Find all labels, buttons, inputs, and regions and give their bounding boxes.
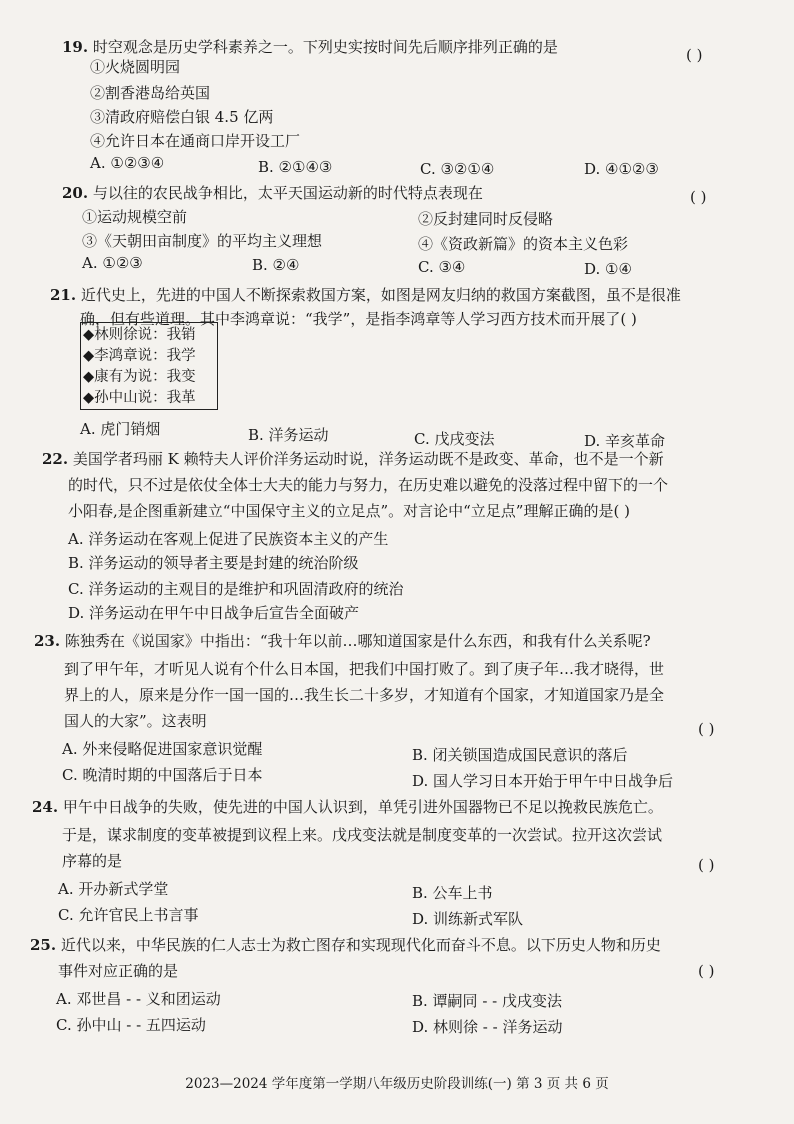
q25-option-a: A. 邓世昌 - - 义和团运动 <box>56 990 221 1008</box>
q19-stem: 时空观念是历史学科素养之一。下列史实按时间先后顺序排列正确的是 <box>92 38 558 56</box>
q25-option-b: B. 谭嗣同 - - 戊戌变法 <box>412 992 563 1010</box>
q21-stem-line-2: 确，但有些道理。其中李鸿章说：“我学”，是指李鸿章等人学习西方技术而开展了( ) <box>80 310 637 328</box>
q24-stem-1: 甲午中日战争的失败，使先进的中国人认识到，单凭引进外国器物已不足以挽救民族危亡。 <box>62 798 663 816</box>
q19-option-a: A. ①②③④ <box>90 154 165 172</box>
q21-box-row-1: ◆林则徐说：我销 <box>83 327 196 343</box>
q20-stem: 与以往的农民战争相比，太平天国运动新的时代特点表现在 <box>92 184 483 202</box>
q20-item-4: ④《资政新篇》的资本主义色彩 <box>418 235 629 253</box>
q23-number: 23. <box>34 632 61 650</box>
q24-stem-line-2: 于是，谋求制度的变革被提到议程上来。戊戌变法就是制度变革的一次尝试。拉开这次尝试 <box>62 826 663 844</box>
q21-box-row-2: ◆李鸿章说：我学 <box>83 348 196 364</box>
q21-stem-line-1 <box>50 284 681 305</box>
q23-stem-1: 陈独秀在《说国家》中指出：“我十年以前…哪知道国家是什么东西，和我有什么关系呢? <box>64 632 651 650</box>
q24-option-d: D. 训练新式军队 <box>412 910 524 928</box>
q21-option-c: C. 戊戌变法 <box>414 430 495 448</box>
q21-box-row-3: ◆康有为说：我变 <box>83 369 196 385</box>
q23-option-a: A. 外来侵略促进国家意识觉醒 <box>62 740 263 758</box>
q22-stem-line-3: 小阳春,是企图重新建立“中国保守主义的立足点”。对言论中“立足点”理解正确的是( ) <box>68 502 630 520</box>
q25-number: 25. <box>30 936 57 954</box>
q19-answer-paren: ( ) <box>686 46 703 64</box>
q23-stem-line-1 <box>34 630 651 651</box>
q23-stem-line-3: 界上的人，原来是分作一国一国的…我生长二十多岁，才知道有个国家，才知道国家乃是全 <box>64 686 665 704</box>
q23-stem-line-4: 国人的大家”。这表明 <box>64 712 207 730</box>
q20-option-b: B. ②④ <box>252 256 300 274</box>
q19-option-c: C. ③②①④ <box>420 160 495 178</box>
q22-number: 22. <box>42 450 69 468</box>
q20-answer-paren: ( ) <box>690 188 707 206</box>
q19-stem-line <box>62 36 558 57</box>
q19-item-4: ④允许日本在通商口岸开设工厂 <box>90 132 301 150</box>
q22-option-c: C. 洋务运动的主观目的是维护和巩固清政府的统治 <box>68 580 404 598</box>
q20-option-c: C. ③④ <box>418 258 466 276</box>
q20-item-3: ③《天朝田亩制度》的平均主义理想 <box>82 232 323 250</box>
q19-item-2: ②割香港岛给英国 <box>90 84 211 102</box>
q22-stem-1: 美国学者玛丽 K 赖特夫人评价洋务运动时说，洋务运动既不是政变、革命，也不是一个新 <box>72 450 664 468</box>
q23-option-c: C. 晚清时期的中国落后于日本 <box>62 766 263 784</box>
q20-number: 20. <box>62 184 89 202</box>
q21-quote-box <box>80 322 218 410</box>
q21-stem-1: 近代史上，先进的中国人不断探索救国方案，如图是网友归纳的救国方案截图，虽不是很准 <box>80 286 681 304</box>
q23-option-b: B. 闭关锁国造成国民意识的落后 <box>412 746 628 764</box>
q21-option-b: B. 洋务运动 <box>248 426 329 444</box>
q19-option-d: D. ④①②③ <box>584 160 659 178</box>
q20-item-1: ①运动规模空前 <box>82 208 188 226</box>
q24-answer-paren: ( ) <box>698 856 715 874</box>
q19-number: 19. <box>62 38 89 56</box>
q25-option-c: C. 孙中山 - - 五四运动 <box>56 1016 206 1034</box>
q22-stem-line-1 <box>42 448 664 469</box>
q25-stem-1: 近代以来，中华民族的仁人志士为救亡图存和实现现代化而奋斗不息。以下历史人物和历史 <box>60 936 661 954</box>
q23-answer-paren: ( ) <box>698 720 715 738</box>
q22-option-b: B. 洋务运动的领导者主要是封建的统治阶级 <box>68 554 359 572</box>
q21-option-a: A. 虎门销烟 <box>80 420 161 438</box>
q21-box-row-4: ◆孙中山说：我革 <box>83 390 196 406</box>
q24-option-a: A. 开办新式学堂 <box>58 880 169 898</box>
q19-item-1: ①火烧圆明园 <box>90 58 181 76</box>
q24-option-c: C. 允许官民上书言事 <box>58 906 199 924</box>
q20-stem-line <box>62 182 483 203</box>
q20-item-2: ②反封建同时反侵略 <box>418 210 554 228</box>
q19-item-3: ③清政府赔偿白银 4.5 亿两 <box>90 108 274 126</box>
q25-option-d: D. 林则徐 - - 洋务运动 <box>412 1018 563 1036</box>
q23-stem-line-2: 到了甲午年，才听见人说有个什么日本国，把我们中国打败了。到了庚子年…我才晓得，世 <box>64 660 665 678</box>
q24-stem-line-1 <box>32 796 663 817</box>
q25-answer-paren: ( ) <box>698 962 715 980</box>
q22-stem-line-2: 的时代，只不过是依仗全体士大夫的能力与努力，在历史难以避免的没落过程中留下的一个 <box>68 476 669 494</box>
q25-stem-line-1 <box>30 934 661 955</box>
q24-stem-line-3: 序幕的是 <box>62 852 123 870</box>
q20-option-d: D. ①④ <box>584 260 632 278</box>
q21-option-d: D. 辛亥革命 <box>584 432 666 450</box>
q22-option-a: A. 洋务运动在客观上促进了民族资本主义的产生 <box>68 530 389 548</box>
q25-stem-line-2: 事件对应正确的是 <box>58 962 179 980</box>
q23-option-d: D. 国人学习日本开始于甲午中日战争后 <box>412 772 674 790</box>
q24-option-b: B. 公车上书 <box>412 884 493 902</box>
q22-option-d: D. 洋务运动在甲午中日战争后宣告全面破产 <box>68 604 360 622</box>
q21-number: 21. <box>50 286 77 304</box>
q24-number: 24. <box>32 798 59 816</box>
q19-option-b: B. ②①④③ <box>258 158 333 176</box>
page-footer: 2023—2024 学年度第一学期八年级历史阶段训练(一) 第 3 页 共 6 页 <box>185 1076 609 1092</box>
q20-option-a: A. ①②③ <box>82 254 143 272</box>
